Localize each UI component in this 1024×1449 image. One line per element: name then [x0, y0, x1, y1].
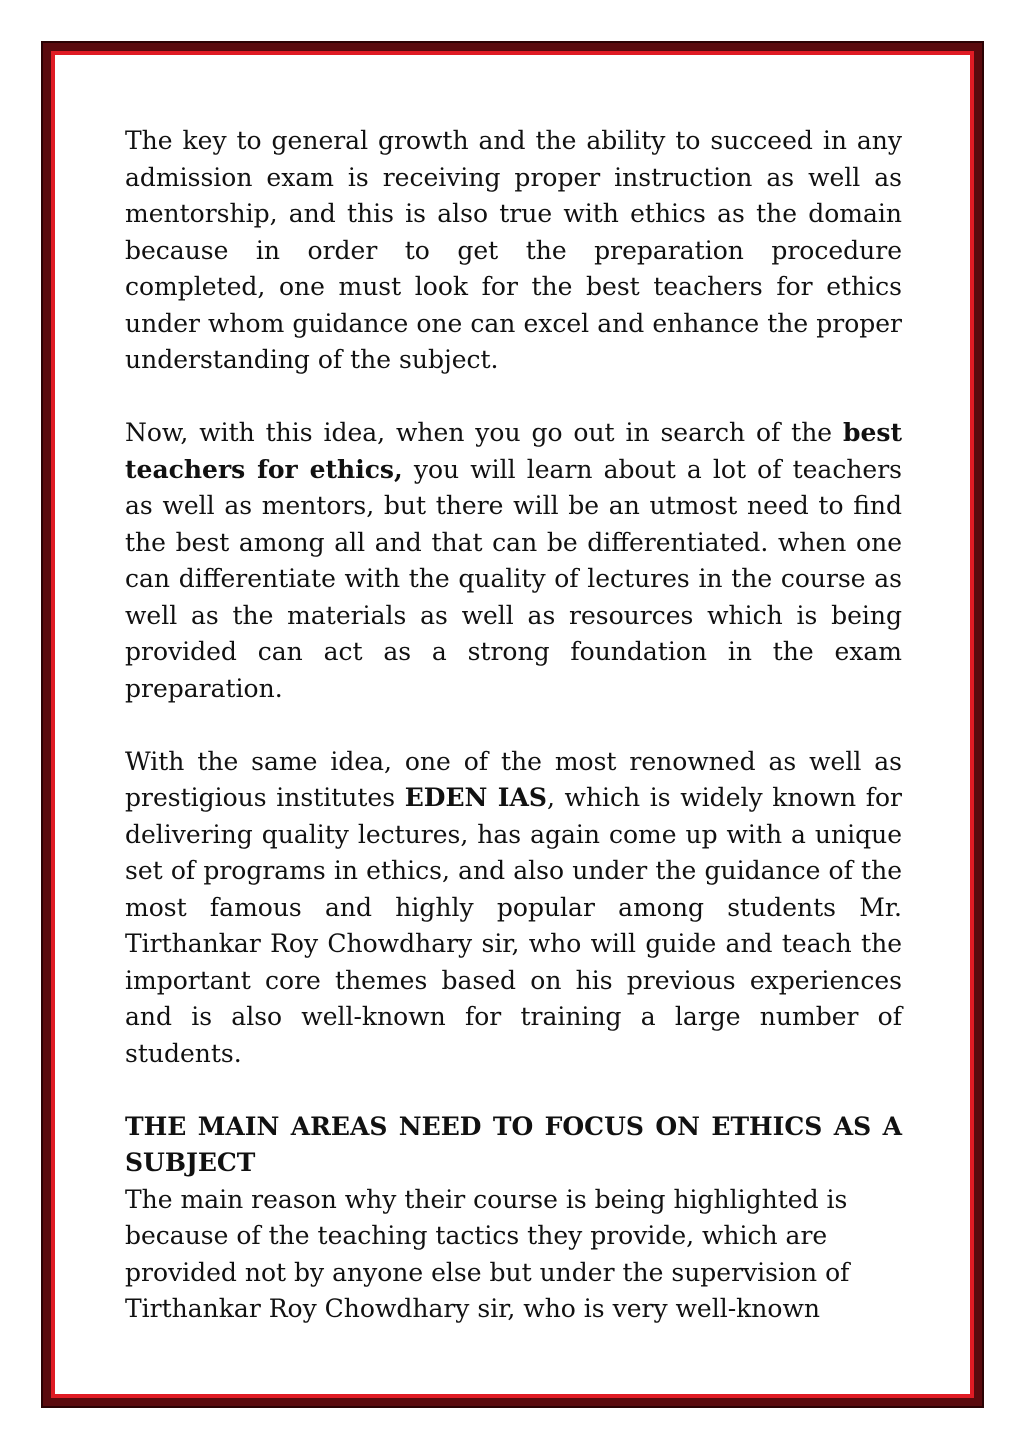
paragraph-institute-text-start: With the same idea, one of the most renowned as well as prestigious institutes [125, 746, 902, 812]
paragraph-search [125, 415, 902, 707]
paragraph-search-emphasis: best teachers for ethics, [125, 418, 902, 484]
paragraph-search-text-end: you will learn about a lot of teachers as well as mentors, but there will be an utmost need to find the best among all and that can be differentiated. when one can differentiate with the quality of lectures in the course as well as the materials as well as resources which is being provided can act as a strong foundation in the exam preparation. [125, 454, 902, 703]
section-body: The main reason why their course is being highlighted is because of the teaching tactics they provide, which are provided not by anyone else but under the supervision of Tirthankar Roy Chowdhary sir, who is very well-known [125, 1184, 850, 1323]
paragraph-institute-text-end: , which is widely known for delivering quality lectures, has again come up with a unique set of programs in ethics, and also under the guidance of the most famous and highly popular among students Mr. Tirthankar Roy Chowdhary sir, who will guide and teach the important core themes based on his previous experiences and is also well-known for training a large number of students. [125, 783, 902, 1068]
section-heading: THE MAIN AREAS NEED TO FOCUS ON ETHICS AS A SUBJECT [125, 1111, 902, 1177]
document-body [125, 123, 902, 1328]
paragraph-search-text-start: Now, with this idea, when you go out in search of the [125, 418, 843, 447]
paragraph-intro-text: The key to general growth and the ability to succeed in any admission exam is receiving proper instruction as well as mentorship, and this is also true with ethics as the domain because in order to get the preparation procedure completed, one must look for the best teachers for ethics under whom guidance one can excel and enhance the proper understanding of the subject. [125, 126, 902, 374]
paragraph-intro [125, 123, 902, 379]
paragraph-institute [125, 744, 902, 1073]
institute-name: EDEN IAS [404, 783, 547, 812]
